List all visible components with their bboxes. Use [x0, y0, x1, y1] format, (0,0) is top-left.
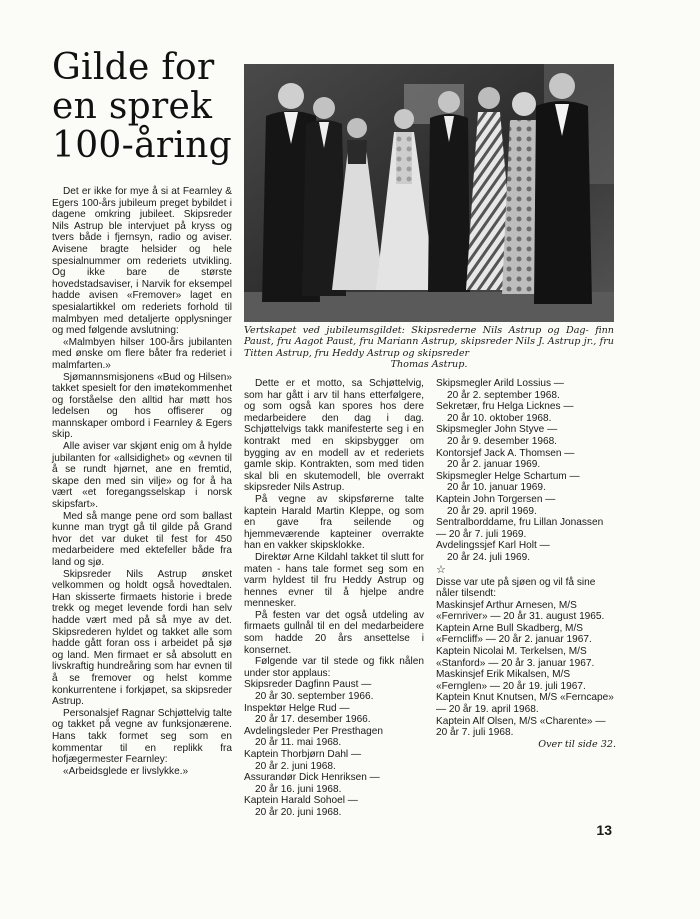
paragraph: Direktør Arne Kildahl takket til slutt for maten - hans tale formet seg som en varm hyldest til fru Heddy Astrup og hennes evner til å hjelpe andre mennesker. [244, 551, 424, 610]
honoree-name: Avdelingsleder Per Presthagen [244, 725, 383, 737]
sea-entry: Kaptein Arne Bull Skadberg, M/S «Ferncliff» — 20 år 2. januar 1967. [436, 622, 592, 646]
honoree-entry [436, 540, 616, 563]
title-line: Gilde for [52, 47, 215, 88]
honoree-date: 20 år 11. mai 1968. [255, 737, 342, 749]
caption-line: Vertskapet ved jubileumsgildet: Skipsrederne Nils Astrup og Dag- [244, 325, 589, 336]
honoree-name: Avdelingssjef Karl Holt — [436, 540, 550, 552]
honoree-entry [436, 448, 616, 471]
caption-line: finn Paust, fru Aagot Paust, fru Mariann Astrup, skipsreder Nils [244, 325, 614, 348]
honoree-entry [436, 401, 616, 424]
paragraph: På vegne av skipsførerne talte kaptein Harald Martin Kleppe, og som en gave fra seilende og hjemmeværende kapteiner overrakte han en vakker skipsklokke. [244, 493, 424, 552]
continued-note: Over til side 32. [538, 738, 616, 750]
honoree-entry [436, 471, 616, 494]
caption-line: Thomas Astrup. [390, 359, 468, 371]
paragraph: Følgende var til stede og fikk nålen under stor applaus: [244, 656, 424, 679]
honoree-entry [244, 703, 424, 726]
honoree-name: Skipsmegler Arild Lossius — [436, 378, 564, 389]
honoree-date: 20 år 24. juli 1969. [447, 551, 531, 563]
caption-line: J. Astrup jr., fru Titten Astrup, fru Heddy Astrup og skipsreder [244, 336, 614, 359]
paragraph: På festen var det også utdeling av firmaets gullnål til en del medarbeidere som hadde 20 års ansettelse i konsernet. [244, 609, 424, 656]
page-number: 13 [596, 822, 612, 838]
group-photo [244, 64, 614, 322]
honoree-date: 20 år 2. juni 1968. [255, 760, 336, 772]
paragraph: Dette er et motto, sa Schjøttelvig, som har gått i arv til hans etterfølgere, og som også kan spores hos dere medarbeidere den dag i dag. Schjøttelvigs takk manifesterte seg i en kontrakt med en skipsbygger om bygging av en modell av et rederiets gamle skip. Kontrakten, som med tiden skal bli en skutemodell, ble overrakt skipsreder Nils Astrup. [244, 378, 424, 494]
honoree-date: 20 år 16. juni 1968. [255, 783, 342, 795]
honoree-name: Skipsreder Dagfinn Paust — [244, 679, 372, 691]
honoree-date: 20 år 9. desember 1968. [447, 435, 557, 447]
honoree-entry [436, 424, 616, 447]
quote-paragraph: «Arbeidsglede er livslykke.» [63, 765, 189, 777]
honoree-date: 20 år 10. januar 1969. [447, 482, 546, 494]
honoree-entry [436, 517, 616, 540]
article-column-1 [52, 186, 232, 777]
paragraph: Alle aviser var skjønt enig om å hylde jubilanten for «allsidighet» og «evnen til å se rundt hjørnet, ane en fremtid, skape den med sin vilje» og for å ha vært «et foregangsselskap i norsk skipsfart». [52, 441, 232, 511]
sea-entry: Kaptein Alf Olsen, M/S «Charente» — 20 år 7. juli 1968. [436, 715, 606, 739]
honoree-name: Sentralborddame, fru Lillan Jonassen — 20 år 7. juli 1969. [436, 517, 604, 540]
honoree-entry [436, 378, 616, 401]
sea-entry: Maskinsjef Arthur Arnesen, M/S «Fernriver» — 20 år 31. august 1965. [436, 599, 605, 623]
article-title [52, 48, 232, 165]
honoree-entry [436, 494, 616, 517]
article-column-2 [244, 378, 424, 819]
honoree-name: Assurandør Dick Henriksen — [244, 772, 380, 784]
honoree-date: 20 år 30. september 1966. [255, 691, 374, 703]
group-photo-illustration [244, 64, 614, 322]
honoree-entry [244, 749, 424, 772]
honoree-name: Kontorsjef Jack A. Thomsen — [436, 447, 575, 459]
paragraph: Det er ikke for mye å si at Fearnley & Egers 100-års jubileum preget bybildet i dagene omkring jubileet. Skipsreder Nils Astrup ble intervjuet på kryss og tvers både i fjernsyn, radio og aviser. Avisene bragte helsider og hele spesialnummer om rederiets utvikling. Og ikke bare de største hovedstadsaviser, i Narvik for eksempel hadde avisen «Fremover» laget en spesialartikkel om rederiets forhold til malmbyen med detaljerte opplysninger og med følgende avslutning: [52, 186, 232, 337]
title-line: 100-åring [52, 125, 232, 166]
honoree-entry [244, 726, 424, 749]
star-divider-icon: ☆ [436, 563, 446, 576]
honoree-date: 20 år 10. oktober 1968. [447, 412, 552, 424]
honoree-name: Inspektør Helge Rud — [244, 702, 350, 714]
quote-paragraph: «Malmbyen hilser 100-års jubilanten med ønske om flere båter fra rederiet i malmfarten.» [52, 336, 232, 371]
honoree-entry [244, 795, 424, 818]
sea-entry: Kaptein Knut Knutsen, M/S «Ferncape» — 20 år 19. april 1968. [436, 692, 614, 716]
honoree-name: Kaptein Thorbjørn Dahl — [244, 749, 362, 760]
sea-intro: Disse var ute på sjøen og vil få sine nåler tilsendt: [436, 576, 596, 600]
honoree-name: Sekretær, fru Helga Licknes — [436, 401, 574, 413]
honoree-name: Kaptein Harald Sohoel — [244, 795, 358, 807]
honoree-entry [244, 772, 424, 795]
paragraph: Skipsreder Nils Astrup ønsket velkommen og holdt også hovedtalen. Han skisserte firmaets historie i brede trekk og meget levende fordi han selv hadde vært med på så mye av det. Skipsrederen hyldet og takket alle som hadde gått foran oss i arbeidet på sjø og land. Men firmaet er så absolutt en livskraftig hundreåring som har evnen til å se fremover og helst komme konkurrentene i forkjøpet, sa skipsreder Astrup. [52, 568, 232, 708]
honoree-entry [244, 679, 424, 702]
honoree-date: 20 år 2. september 1968. [447, 389, 560, 401]
honoree-date: 20 år 29. april 1969. [447, 505, 537, 517]
title-line: en sprek [52, 86, 213, 127]
sea-entry: Kaptein Nicolai M. Terkelsen, M/S «Stanford» — 20 år 3. januar 1967. [436, 646, 595, 669]
paragraph: Med så mange pene ord som ballast kunne man trygt gå til gilde på Grand hvor det var duket til fest for 450 medarbeidere med ektefeller både fra land og sjø. [52, 510, 232, 568]
honoree-date: 20 år 2. januar 1969. [447, 459, 541, 471]
paragraph: Sjømannsmisjonens «Bud og Hilsen» takket spesielt for den imøtekommenhet og forståelse den alltid har møtt hos ledelsen og hos offiserer og mannskaper ombord i Fearnley & Egers skip. [52, 371, 232, 441]
honoree-date: 20 år 17. desember 1966. [255, 714, 371, 726]
honoree-name: Skipsmegler Helge Schartum — [436, 470, 580, 482]
honoree-date: 20 år 20. juni 1968. [255, 806, 342, 818]
sea-entry: Maskinsjef Erik Mikalsen, M/S «Fernglen» — 20 år 19. juli 1967. [436, 669, 586, 692]
article-column-3 [436, 378, 616, 750]
honoree-name: Skipsmegler John Styve — [436, 424, 558, 436]
honoree-name: Kaptein John Torgersen — [436, 493, 556, 505]
photo-caption [244, 325, 614, 371]
paragraph: Personalsjef Ragnar Schjøttelvig talte og takket på vegne av funksjonærene. Hans takk formet seg som en kommentar til en replikk fra hofjægermester Fearnley: [52, 707, 232, 766]
